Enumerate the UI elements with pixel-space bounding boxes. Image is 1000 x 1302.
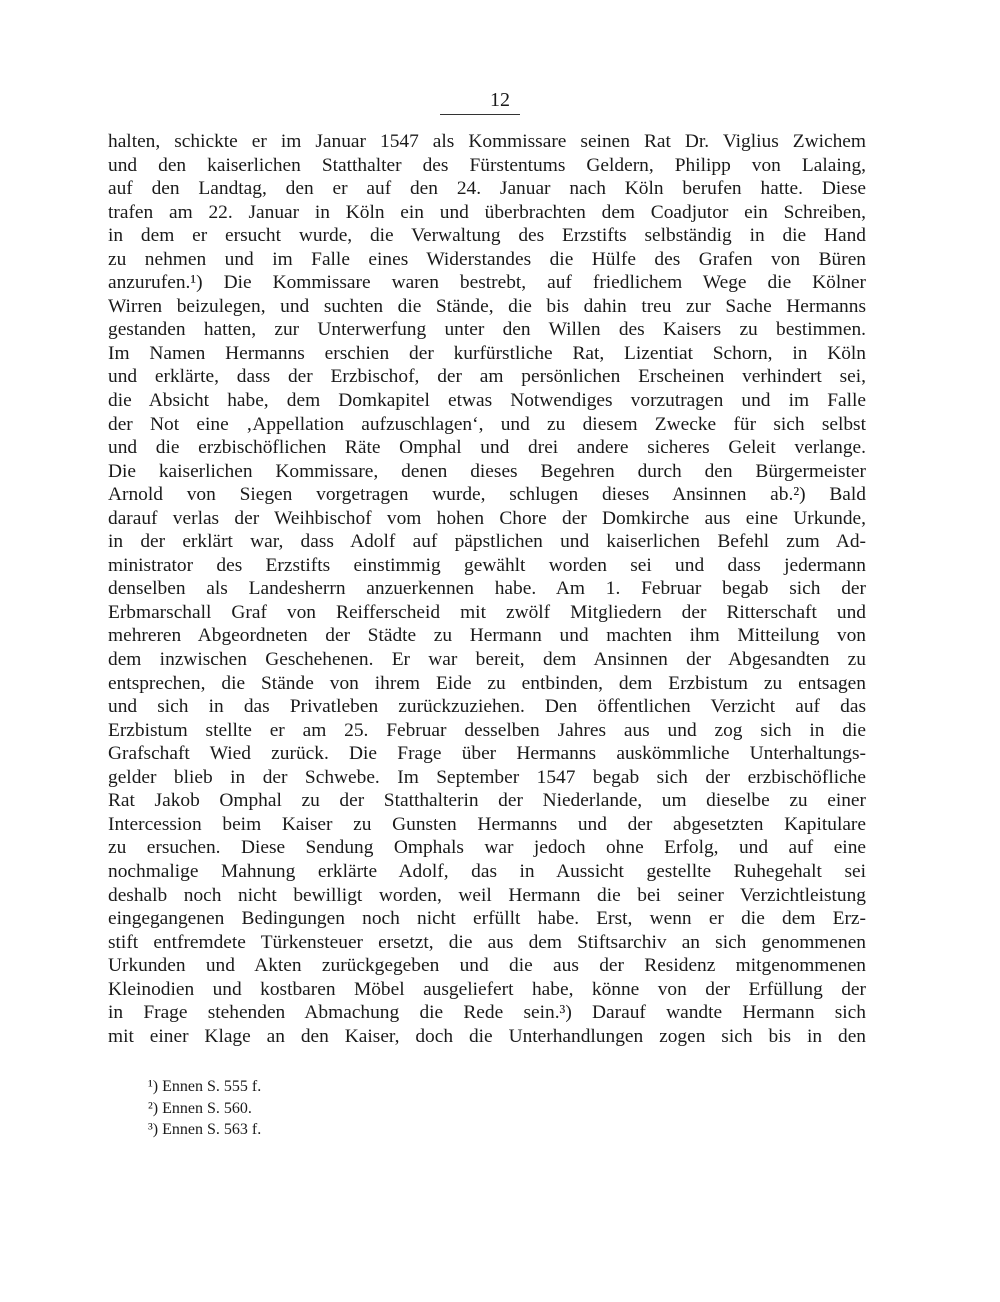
body-line: eingegangenen Bedingungen noch nicht erfüllt habe. Erst, wenn er die dem Erz- <box>108 908 866 930</box>
body-line: denselben als Landesherrn anzuerkennen habe. Am 1. Februar begab sich der <box>108 578 866 600</box>
body-line: Erzbistum stellte er am 25. Februar desselben Jahres aus und zog sich in die <box>108 719 866 741</box>
body-line: gelder blieb in der Schwebe. Im September 1547 begab sich der erzbischöfliche <box>108 766 866 788</box>
body-line: und sich in das Privatleben zurückzuziehen. Den öffentlichen Verzicht auf das <box>108 696 866 718</box>
body-line: Urkunden und Akten zurückgegeben und die aus der Residenz mitgenommenen <box>108 955 866 977</box>
body-line: entsprechen, die Stände von ihrem Eide zu entbinden, dem Erzbistum zu entsagen <box>108 672 866 694</box>
body-line: trafen am 22. Januar in Köln ein und überbrachten dem Coadjutor ein Schreiben, <box>108 201 866 223</box>
body-line: Die kaiserlichen Kommissare, denen dieses Begehren durch den Bürgermeister <box>108 460 866 482</box>
footnote-1: ¹) Ennen S. 555 f. <box>148 1078 262 1095</box>
body-line: nochmalige Mahnung erklärte Adolf, das in Aussicht gestellte Ruhegehalt sei <box>108 860 866 882</box>
footnote-3: ³) Ennen S. 563 f. <box>148 1121 262 1138</box>
body-line: auf den Landtag, den er auf den 24. Januar nach Köln berufen hatte. Diese <box>108 178 866 200</box>
body-line: darauf verlas der Weihbischof vom hohen Chore der Domkirche aus eine Urkunde, <box>108 507 866 529</box>
body-line: Im Namen Hermanns erschien der kurfürstliche Rat, Lizentiat Schorn, in Köln <box>108 342 866 364</box>
body-line: anzurufen.¹) Die Kommissare waren bestrebt, auf friedlichem Wege die Kölner <box>108 272 866 294</box>
body-line: die Absicht habe, dem Domkapitel etwas Notwendiges vorzutragen und im Falle <box>108 390 866 412</box>
footnote-2: ²) Ennen S. 560. <box>148 1099 252 1117</box>
body-line: in der erklärt war, dass Adolf auf päpstlichen und kaiserlichen Befehl zum Ad- <box>108 531 866 553</box>
body-line: und erklärte, dass der Erzbischof, der am persönlichen Erscheinen verhindert sei, <box>108 366 866 388</box>
body-line: zu ersuchen. Diese Sendung Omphals war jedoch ohne Erfolg, und auf eine <box>108 837 866 859</box>
body-line: in Frage stehenden Abmachung die Rede sein.³) Darauf wandte Hermann sich <box>108 1002 866 1024</box>
body-line: Wirren beizulegen, und suchten die Stände, die bis dahin treu zur Sache Hermanns <box>108 295 866 317</box>
body-line: ministrator des Erzstifts einstimmig gewählt worden sei und dass jedermann <box>108 554 866 576</box>
body-line: deshalb noch nicht bewilligt worden, weil Hermann die bei seiner Verzichtleistung <box>108 884 866 906</box>
body-text <box>108 130 866 1048</box>
body-line: Intercession beim Kaiser zu Gunsten Hermanns und der abgesetzten Kapitulare <box>108 813 866 835</box>
body-line: Arnold von Siegen vorgetragen wurde, schlugen dieses Ansinnen ab.²) Bald <box>108 484 866 506</box>
footnotes <box>148 1076 548 1141</box>
page-number: 12 <box>490 89 510 111</box>
body-line: dem inzwischen Geschehenen. Er war bereit, dem Ansinnen der Abgesandten zu <box>108 649 866 671</box>
body-line: Grafschaft Wied zurück. Die Frage über Hermanns auskömmliche Unterhaltungs- <box>108 743 866 765</box>
body-line: halten, schickte er im Januar 1547 als Kommissare seinen Rat Dr. Viglius Zwichem <box>108 131 866 152</box>
body-line: Kleinodien und kostbaren Möbel ausgeliefert habe, könne von der Erfüllung der <box>108 978 866 1000</box>
body-line: Erbmarschall Graf von Reifferscheid mit zwölf Mitgliedern der Ritterschaft und <box>108 601 866 623</box>
body-line: in dem er ersucht wurde, die Verwaltung des Erzstifts selbständig in die Hand <box>108 225 866 247</box>
body-line: mit einer Klage an den Kaiser, doch die Unterhandlungen zogen sich bis in den <box>108 1025 866 1047</box>
body-line: mehreren Abgeordneten der Städte zu Hermann und machten ihm Mitteilung von <box>108 625 866 647</box>
body-line: zu nehmen und im Falle eines Widerstandes die Hülfe des Grafen von Büren <box>108 248 866 270</box>
body-line: stift entfremdete Türkensteuer ersetzt, die aus dem Stiftsarchiv an sich genommenen <box>108 931 866 953</box>
body-line: der Not eine ‚Appellation aufzuschlagen‘, und zu diesem Zwecke für sich selbst <box>108 413 866 435</box>
body-line: Rat Jakob Omphal zu der Statthalterin der Niederlande, um dieselbe zu einer <box>108 790 866 812</box>
body-line: und den kaiserlichen Statthalter des Fürstentums Geldern, Philipp von Lalaing, <box>108 154 866 176</box>
body-line: und die erzbischöflichen Räte Omphal und drei andere sicheres Geleit verlange. <box>108 437 866 459</box>
header-rule <box>440 114 520 115</box>
body-line: gestanden hatten, zur Unterwerfung unter den Willen des Kaisers zu bestimmen. <box>108 319 866 341</box>
